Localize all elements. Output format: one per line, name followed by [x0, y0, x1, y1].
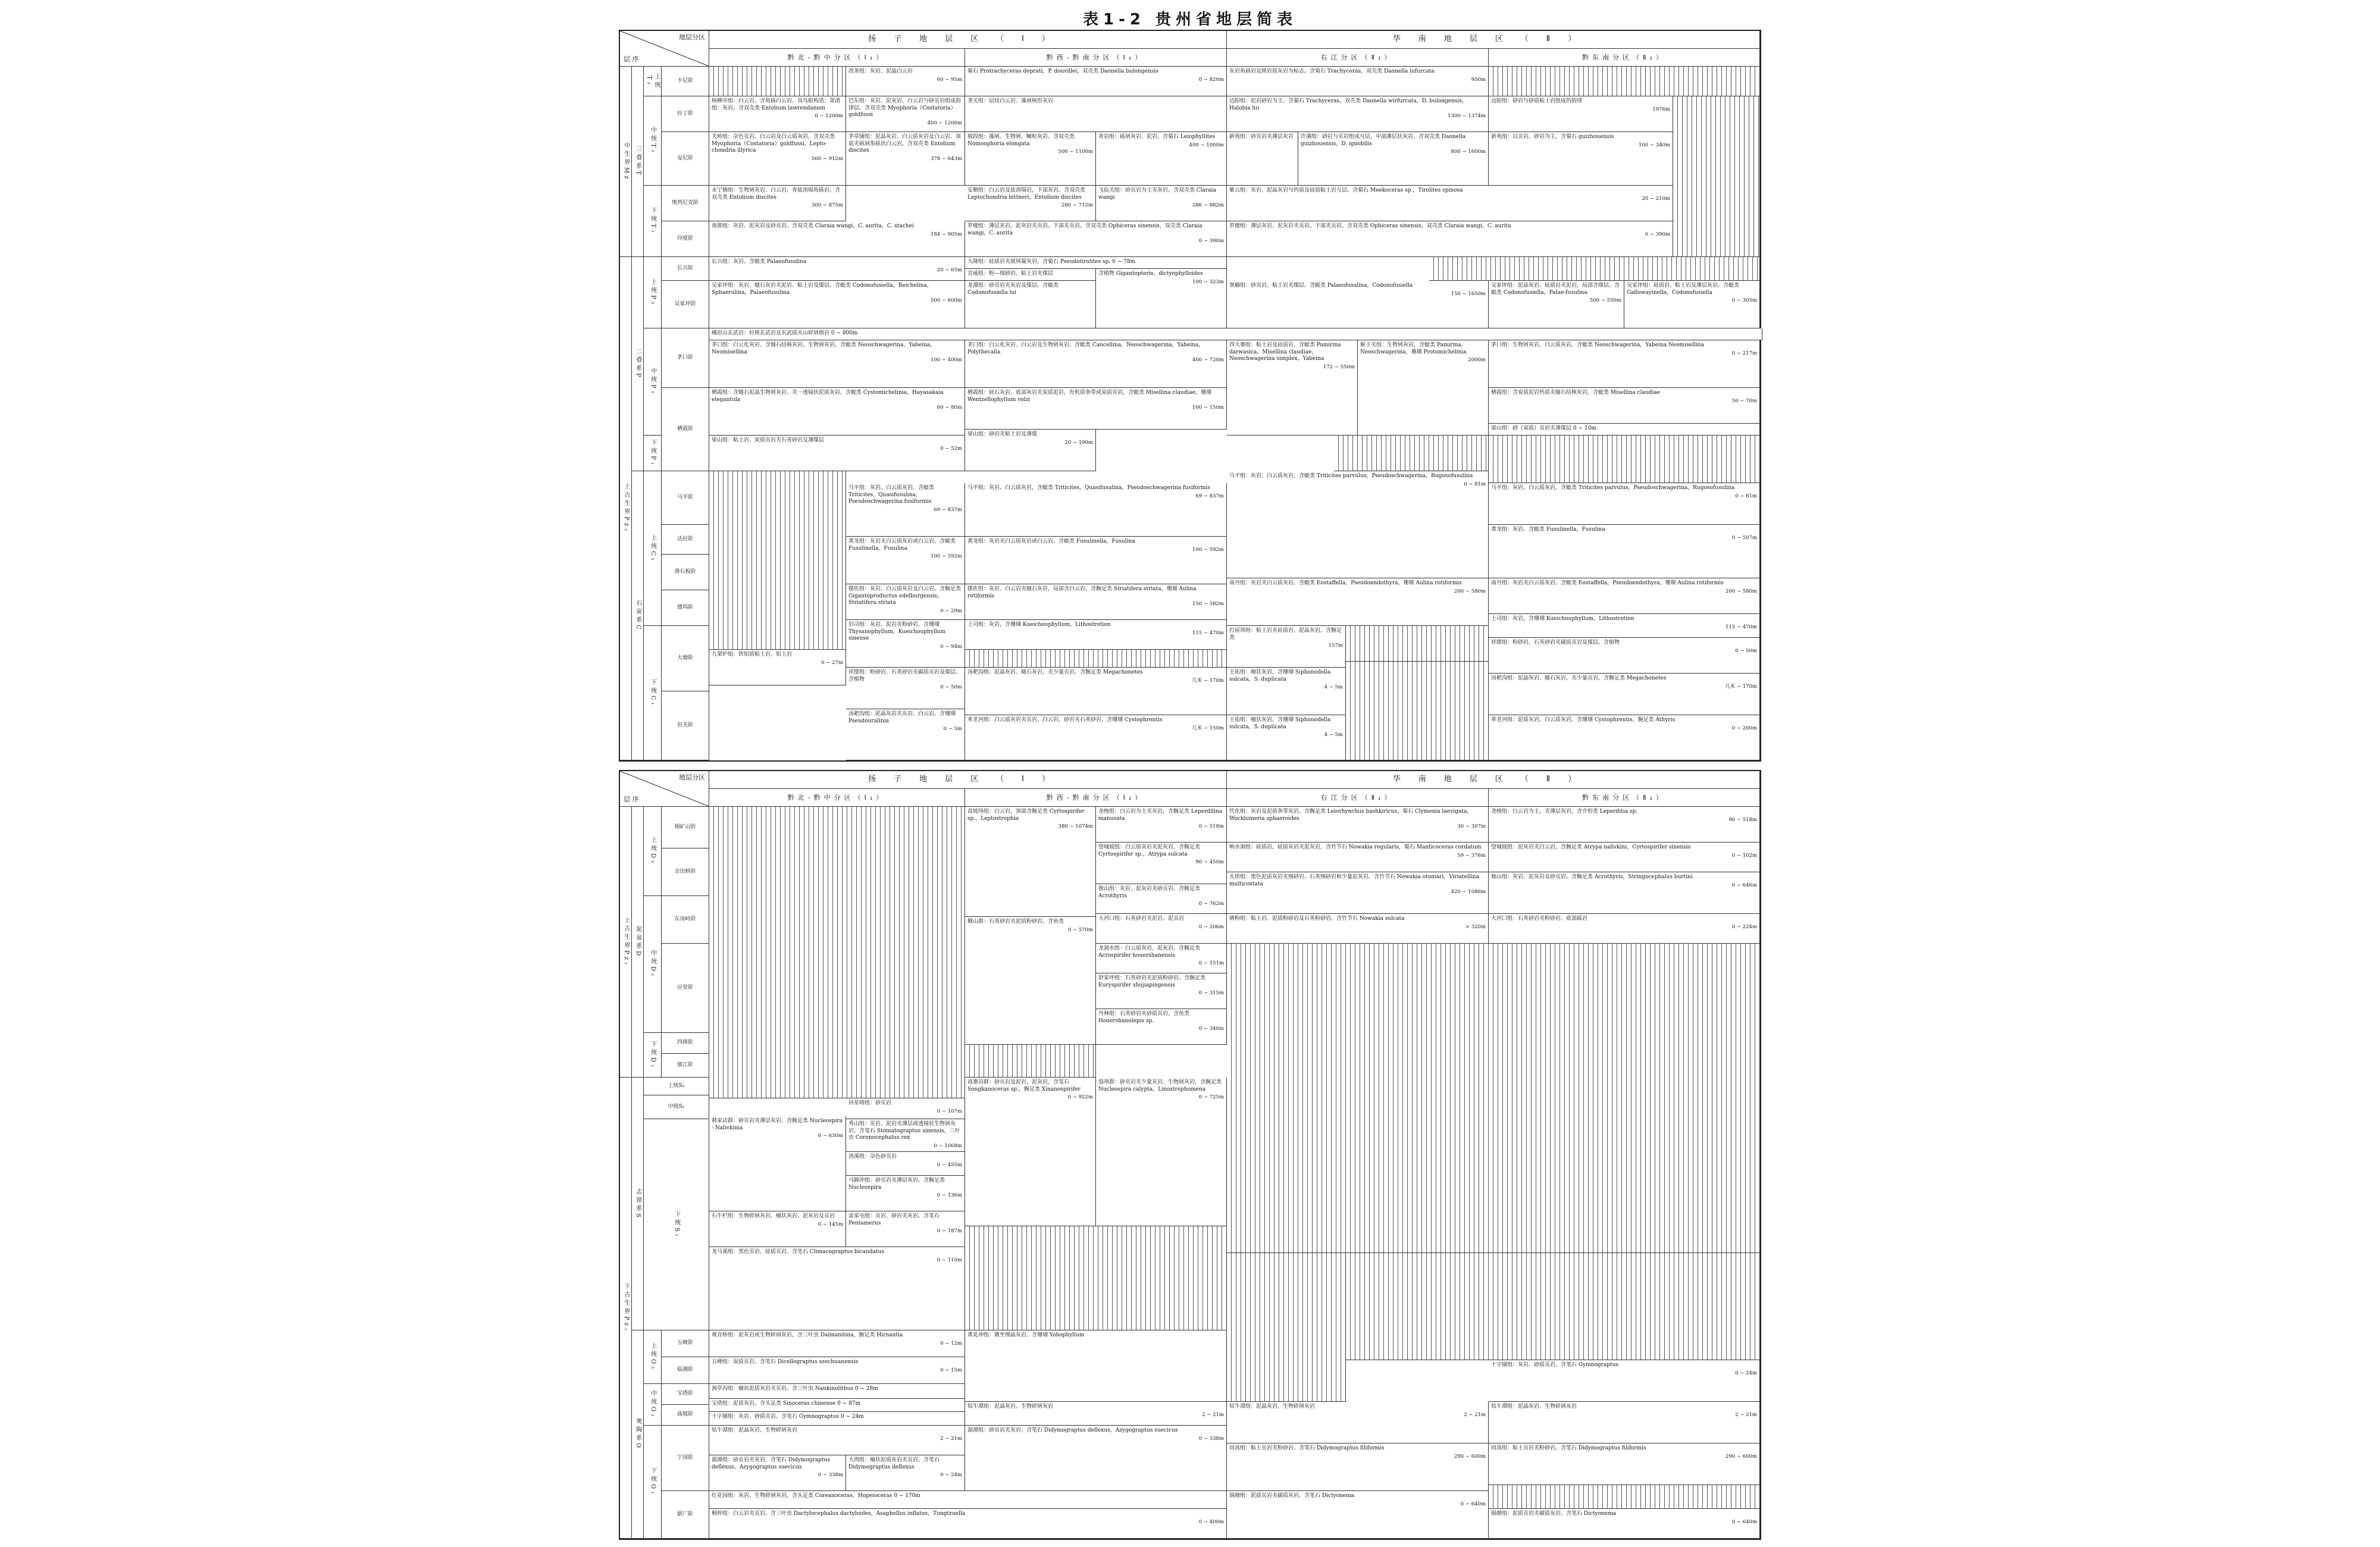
- formation-cell: 马平组：灰岩、白云质灰岩，含蜓类 Triticites，Quasifusulina，Pseudoschwagerina fusiformis 69 ~ 837m: [965, 483, 1227, 537]
- stage-label: 大塘阶: [662, 626, 709, 691]
- formation-cell: 祥摆组：粉砂岩、石英砂岩夹碳质页岩及煤层。含植物 0 ~ 50m: [846, 668, 965, 709]
- region-yangtze-header: 扬子地层区（Ⅰ）: [709, 771, 1227, 789]
- series-label: 中统S₂: [644, 1095, 709, 1119]
- formation-cell: 汤耙沟组：泥晶灰岩夹页岩、白云岩。含珊瑚 Pseudouralinia 0 ~ 5m: [846, 709, 965, 760]
- stage-label: 应堂阶: [662, 944, 709, 1033]
- top-stratigraphic-table: [619, 30, 1761, 762]
- formation-cell: 丹林组：石英砂岩夹砂质页岩。含鱼类 Houershanolepis sp. 0 ~ 340m: [1096, 1009, 1227, 1045]
- stage-label: 滑石板阶: [662, 555, 709, 590]
- stage-label: 佘田桥阶: [662, 848, 709, 896]
- formation-cell: 茅草铺组：泥晶灰岩、白云质灰岩及白云岩、顶底夹砾屑角砾状白云岩。含双壳类 Entolium discites 378 ~ 643m: [846, 132, 965, 186]
- formation-cell: 马平组：灰岩、白云质灰岩，含蜓类 Triticites，Quasifusulina，Pseudoschwagerina fusiformis 69 ~ 837m: [846, 483, 965, 537]
- formation-cell: 望城坡组：白云质灰岩夹泥灰岩。含腕足类 Cyrtospirifer sp.，Atrypa sulcata 90 ~ 450m: [1096, 843, 1227, 884]
- formation-cell: 汤耙沟组：泥晶灰岩、燧石灰岩，夹少量页岩。含腕足类 Megachonetes 几米 ~ 170m: [1489, 674, 1760, 715]
- formation-cell: 五峰组：炭质页岩。含笔石 Dicellograptus szechuanensis 0 ~ 15m: [709, 1357, 965, 1384]
- zone-youjiang-header: 右江分区（Ⅱ₁）: [1227, 789, 1489, 807]
- formation-cell: 牯牛潭组：泥晶灰岩、生物碎屑灰岩 2 ~ 21m: [709, 1426, 965, 1455]
- formation-cell: 打屋坝组：粘土岩夹硅质岩、泥晶灰岩。含腕足类 157m: [1227, 626, 1346, 668]
- formation-cell: 韩家店群：砂页岩夹薄层灰岩。含腕足类 Nucleospira - Nalivkinia 0 ~ 630m: [709, 1116, 846, 1211]
- erathem-upper-paleozoic: 上古生界Pz₂: [620, 807, 632, 1078]
- zone-qianbei-header: 黔北-黔中分区（Ⅰ₁）: [709, 49, 965, 67]
- formation-cell: 峨眉山玄武岩：拉斑玄武岩及玄武质火山碎屑熔岩 0 ~ 800m: [709, 328, 1762, 340]
- stage-label: 庙坡阶: [662, 1405, 709, 1426]
- formation-cell: 革老河组：泥质灰岩、白云质灰岩。含珊瑚 Cystophrentis，腕足类 Athyris 0 ~ 200m: [1489, 715, 1760, 760]
- formation-cell: 栖霞组：硅石灰岩，底部灰岩夹炭质泥岩，有机质条带或炭质页岩。含蜓类 Misellina claudiae，珊瑚 Wentzellophyllum volzi 100 ~ 150m: [965, 388, 1227, 430]
- series-label: 中统O₂: [644, 1384, 662, 1426]
- stage-label: 新厂阶: [662, 1491, 709, 1539]
- formation-cell: 牯牛潭组：泥晶灰岩、生物碎屑灰岩 2 ~ 21m: [1227, 1402, 1489, 1443]
- formation-cell: 杨柳井组：白云岩、含角砾白云岩、具鸟眼构造；罩渚组：灰岩。含双壳类 Entolium lawrendanum 0 ~ 1200m: [709, 96, 846, 132]
- formation-cell: 摆佐组：灰岩、白云质灰岩及白云岩。含腕足类 Gigantoproductus edelburgensis，Striatifera striata 0 ~ 29m: [846, 584, 965, 620]
- formation-cell: 高坡场组：白云岩，顶部含腕足类 Cyrtospirifer sp.，Leptostrophia 380 ~ 1074m: [965, 807, 1096, 917]
- formation-cell: 独山组：灰岩、泥灰岩夹砂页岩。含腕足类 Acrothyris 0 ~ 762m: [1096, 884, 1227, 914]
- stratigraphic-gap-hatch: [965, 1226, 1227, 1330]
- stratigraphic-gap-hatch: [1489, 436, 1760, 483]
- series-label: 上统O₃: [644, 1330, 662, 1384]
- stage-label: 奥列尼克阶: [662, 186, 709, 221]
- zone-qiandongnan-header: 黔东南分区（Ⅱ₂）: [1489, 789, 1760, 807]
- formation-cell: 改茶组：灰岩、泥晶白云岩 60 ~ 95m: [846, 67, 965, 96]
- stratigraphic-gap-hatch: [1346, 662, 1489, 760]
- system-silurian: 志留系S: [632, 1078, 644, 1330]
- formation-cell: 栖霞组：含燧石泥晶生物屑灰岩、夹一透镜状泥质灰岩。含蜓类 Cystomichelinia，Hayasakaia elegantula 60 ~ 80m: [709, 388, 965, 436]
- formation-cell: 新苑组：以页岩、砂岩为主，含菊石 guizhouensis 100 ~ 340m: [1489, 132, 1673, 186]
- formation-cell: 马平组：灰岩、白云质灰岩，含蜓类 Triticites parvulus，Pseudoschwagerina，Rugosofusulina 0 ~ 81m: [1489, 483, 1760, 525]
- zone-qianxi-header: 黔西-黔南分区（Ⅰ₂）: [965, 789, 1227, 807]
- formation-cell: 茅口组：生物屑灰岩、白云质灰岩。含蜓类 Neoschwagerina，Yabeina Neomisellina 0 ~ 217m: [1489, 340, 1760, 388]
- formation-cell: 响水洞组：硅质岩，硅质灰岩夹泥灰岩，含竹节石 Nowakia regularis，菊石 Manticoceras cordatum 59 ~ 376m: [1227, 843, 1489, 872]
- stratigraphic-gap-hatch: [1346, 626, 1489, 662]
- formation-cell: 飞仙关组：砂页岩为主夹灰岩。含双壳类 Claraia wangi 286 ~ 882m: [1096, 186, 1227, 221]
- bottom-stratigraphic-table: [619, 770, 1761, 1540]
- system-triassic: 三叠系T: [632, 67, 644, 257]
- formation-cell: 牯牛潭组：泥晶灰岩、生物碎屑灰岩 2 ~ 21m: [1489, 1402, 1760, 1443]
- formation-cell: 夜郎组：灰岩、泥灰岩及砂页岩。含双壳类 Claraia wangi，C. aurita，C. stachei 184 ~ 905m: [709, 221, 965, 257]
- stage-label: 拉丁阶: [662, 96, 709, 132]
- stratigraphic-gap-hatch: [709, 471, 846, 650]
- formation-cell: 龙洞水组：白云质灰岩、泥灰岩。含腕足类 Acrospirifer houershanensis 0 ~ 151m: [1096, 944, 1227, 973]
- stratigraphic-gap-hatch: [1227, 1253, 1346, 1402]
- stage-label: 临湘阶: [662, 1357, 709, 1384]
- formation-cell: 紫云组：灰岩、泥晶灰岩与钙质及硅质粘土岩互层。含菊石 Meekoceras sp.，Tirolites spinosa 20 ~ 210m: [1227, 186, 1673, 221]
- series-label: 下统D₁: [644, 1033, 662, 1078]
- formation-cell: 坡段组：藻屑、生物屑、鲕粒灰岩。含双壳类 Nomoophoria elongata 500 ~ 1100m: [965, 132, 1096, 186]
- formation-cell: 火烘组：黑色泥质灰岩夹细砂岩、石英细砂岩和少量泥灰岩。含竹节石 Nowakia otomari，Viriatellina multicostata 420 ~ 1086m: [1227, 872, 1489, 914]
- formation-cell: 望城坡组：泥灰岩夹白云岩，含腕足类 Atrypa nalivkini，Cyrtospirifer sinensis 0 ~ 102m: [1489, 843, 1760, 872]
- formation-cell: 灰岩角砾岩及斑岩质灰岩为标志。含菊石 Trachyceras，双壳类 Daonella lufurcata 950m: [1227, 67, 1489, 96]
- corner-sequence-label: 层 序: [624, 55, 639, 64]
- formation-cell: 新苑组：砂页岩夹薄层灰岩: [1227, 132, 1298, 186]
- region-south-china-header: 华南地层区（Ⅱ）: [1227, 771, 1760, 789]
- formation-cell: 梁山组：砂（炭质）页岩夹薄煤层 0 ~ 10m: [1489, 424, 1760, 436]
- formation-cell: 祥摆组：粉砂岩、石英砂岩夹碳质页岩及煤层。含植物 0 ~ 50m: [1489, 638, 1760, 674]
- series-label: 上统P₃: [644, 257, 662, 328]
- stage-label: 宝塔阶: [662, 1384, 709, 1405]
- formation-cell: 宣威组：粉—细砂岩、粘土岩夹煤层: [965, 269, 1096, 281]
- formation-cell: 尧梭组：白云岩为主，夹薄层灰岩，含介形类 Leperditia sp. 90 ~ 518m: [1489, 807, 1760, 843]
- formation-cell: 吴家坪组：硅质岩、粘土岩及薄层灰岩。含蜓类 Gallowayinella，Codonofusiella 0 ~ 305m: [1624, 281, 1760, 328]
- formation-cell: 独山组：灰岩、泥灰岩及砂页岩。含腕足类 Acrothyris，Stringocephalus burtini 0 ~ 646m: [1489, 872, 1760, 914]
- formation-cell: 南丹组：灰岩夹白云质灰岩。含蜓类 Eostaffella，Pseudoendothyra，珊瑚 Aulina rotiformis 200 ~ 580m: [1489, 578, 1760, 614]
- formation-cell: 鳝山群：石英砂岩夹泥质粉砂岩。含鱼类 0 ~ 570m: [965, 917, 1096, 1045]
- stage-label: 岩关阶: [662, 691, 709, 760]
- formation-cell: 锅塘组：泥质页岩夹碳质灰岩。含笔石 Dictyonema 0 ~ 640m: [1489, 1509, 1760, 1539]
- formation-cell: 同高组：粘土页岩夹粉砂岩。含笔石 Didymograptus filiformis 290 ~ 600m: [1227, 1443, 1489, 1491]
- formation-cell: 锅塘组：泥质页岩夹碳质灰岩。含笔石 Dictyonema 0 ~ 640m: [1227, 1491, 1489, 1539]
- formation-cell: 尧梭组：白云岩为主夹灰岩，含腕足类 Leperdilina manusata 0 ~ 518m: [1096, 807, 1227, 843]
- stratigraphic-gap-hatch: [709, 67, 846, 96]
- erathem-upper-paleozoic: 上古生界Pz₂: [620, 257, 632, 760]
- formation-cell: 黄龙组：灰岩夹白云质灰岩或白云岩。含蜓类 Fusulinella，Fusulina 100 ~ 592m: [846, 537, 965, 584]
- formation-cell: 茅口组：白云化灰岩、白云岩及生物屑灰岩。含蜓类 Cancellina，Neoschwagerina，Yabeina，Polythecalia 400 ~ 720m: [965, 340, 1227, 388]
- formation-cell: 青岩组：砾屑灰岩、泥岩。含菊石 Leiophyllites 400 ~ 1000m: [1096, 132, 1227, 186]
- formation-cell: 上司组：灰岩，含珊瑚 Kueichouphyllum，Lithostrotion 115 ~ 470m: [965, 620, 1227, 650]
- formation-cell: 许满组：砂岩与页岩组成互层，中部薄层状灰岩。含双壳类 Daonella guizhouensis，D. ignobilis 800 ~ 1600m: [1298, 132, 1489, 186]
- formation-cell: 垄关组：层纹白云岩、藻屑核形灰岩: [965, 96, 1227, 132]
- formation-cell: 安顺组：白云岩及盐溶塌岩，下部灰岩。含双壳类 Leptochondria bittneri，Entolium discites 280 ~ 712m: [965, 186, 1096, 221]
- series-label: 上统S₃: [644, 1078, 709, 1095]
- formation-cell: 王佑组：瘤状灰岩，含珊瑚 Siphonodella sulcata，S. duplicata 4 ~ 5m: [1227, 715, 1346, 760]
- stratigraphic-gap-hatch: [709, 807, 965, 1098]
- region-south-china-header: 华南地层区（Ⅱ）: [1227, 31, 1760, 49]
- formation-cell: 龙马溪组：黑色页岩、硅质页岩。含笔石 Climacograptus bicaudatus 0 ~ 110m: [709, 1247, 965, 1330]
- formation-cell: 宝塔组：泥质灰岩。含头足类 Sinoceras chinense 0 ~ 87m: [709, 1399, 965, 1412]
- formation-cell: 翁项群：砂页岩夹少量灰岩、生物屑灰岩，含腕足类 Nucleospira calypta，Linostrophomena 0 ~ 725m: [1096, 1078, 1227, 1226]
- series-label: 下统S₁: [644, 1119, 709, 1330]
- series-label: 中统P₂: [644, 328, 662, 436]
- system-ordovician: 奥陶系O: [632, 1330, 644, 1539]
- zone-youjiang-header: 右江分区（Ⅱ₁）: [1227, 49, 1489, 67]
- formation-cell: 红花园组：灰岩、生物碎屑灰岩。含头足类 Coreanoceras，Hopeioceras 0 ~ 170m: [709, 1491, 1227, 1509]
- formation-cell: 塘粉组：粘土岩、泥质粉砂岩及石英粉砂岩。含竹节石 Nowakia sulcata > 320m: [1227, 914, 1489, 944]
- formation-cell: 桐梓组：白云岩夹页岩。含三叶虫 Dactylocephalus dactyloides，Asaphellus inflatus，Tungtzuella 0 ~ 400m: [709, 1509, 1227, 1539]
- series-label: 下统C₁: [644, 626, 662, 760]
- formation-cell: 石牛栏组：生物碎屑灰岩、瘤状灰岩、泥灰岩及页岩 0 ~ 145m: [709, 1211, 846, 1247]
- formation-cell: 高寨田群：砂页岩及泥岩，泥灰岩，含笔石 Songkanoceras sp.，腕足类 Xinanospirifer 0 ~ 922m: [965, 1078, 1096, 1226]
- stratigraphic-gap-hatch: [1489, 67, 1760, 96]
- formation-cell: 菊石 Protrachyceras deprati，P. douvillei，双壳类 Daonella bulongensis 0 ~ 820m: [965, 67, 1227, 96]
- formation-cell: 湄潭组：砂页岩夹灰岩。含笔石 Didymograptus deflexus，Azygograptus suecicus 0 ~ 338m: [965, 1426, 1227, 1491]
- formation-cell: 领薅组：砂页岩、粘土岩夹煤层。含蜓类 Palaeofusulina，Codonofusiella 150 ~ 1650m: [1227, 281, 1489, 328]
- table-corner-header: [620, 771, 709, 807]
- series-label: 下统T₁: [644, 186, 662, 257]
- formation-cell: 吴家坪组：泥晶灰岩、硅质岩夹泥岩，局部含煤层。含蜓类 Codonofusiella，Palae-fusulina 500 ~ 550m: [1489, 281, 1624, 328]
- formation-cell: 涧草沟组：瘤状泥质灰岩夹页岩。含三叶虫 Nankinolithus 0 ~ 28m: [709, 1384, 965, 1399]
- formation-cell: 梁山组：砂岩夹粘土岩及薄煤 20 ~ 190m: [965, 430, 1096, 471]
- formation-cell: 黄花冲组：微至细晶灰岩。含珊瑚 Yohophyllum: [965, 1330, 1227, 1402]
- stage-label: 马平阶: [662, 471, 709, 525]
- formation-cell: 永宁镇组：生物屑灰岩、白云岩，青盐溶塌角砾岩。含双壳类 Entolium discites 300 ~ 875m: [709, 186, 846, 221]
- formation-cell: 梁山组：粘土岩、炭质页岩夹石英砂岩及薄煤层 0 ~ 52m: [709, 436, 965, 471]
- formation-cell: 大河口组：石英砂岩夹泥岩、泥页岩 0 ~ 206m: [1096, 914, 1227, 944]
- zone-qiandongnan-header: 黔东南分区（Ⅱ₂）: [1489, 49, 1760, 67]
- zone-qianxi-header: 黔西-黔南分区（Ⅰ₂）: [965, 49, 1227, 67]
- formation-cell: 革老河组：白云质灰岩夹页岩、白云岩、砂岩夹石英砂岩。含珊瑚 Cystophrentis 几米 ~ 150m: [965, 715, 1227, 760]
- formation-cell: 摆佐组：灰岩、白云岩夹燧石灰岩，局部含白云岩。含腕足类 Striatifera striata，珊瑚 Aulina rotiformis 150 ~ 582m: [965, 584, 1227, 620]
- series-label: 上统T₃: [644, 67, 662, 96]
- formation-cell: 溶溪组：杂色砂页岩 0 ~ 455m: [846, 1152, 965, 1176]
- stratigraphic-gap-hatch: [1334, 436, 1489, 471]
- corner-zone-label: 地层分区: [679, 774, 705, 781]
- formation-cell: 边阳组：砂岩与砂质粘土岩组成的韵律 1976m: [1489, 96, 1673, 132]
- formation-cell: 龙潭组：砂页岩夹灰岩及煤层。含蜓类 Codonofusiella lui: [965, 281, 1096, 328]
- formation-cell: 王佑组：瘤状灰岩，含珊瑚 Siphonodella sulcata，S. duplicata 4 ~ 5m: [1227, 668, 1346, 715]
- formation-cell: 南丹组：灰岩夹白云质灰岩。含蜓类 Eostaffella，Pseudoendothyra，珊瑚 Aulina rotiformis 200 ~ 580m: [1227, 578, 1489, 626]
- corner-zone-label: 地层分区: [679, 33, 705, 41]
- formation-cell: 湄潭组：砂页岩夹灰岩。含笔石 Didymograptus deflexus，Azygograptus suecicus 0 ~ 338m: [709, 1455, 846, 1491]
- formation-cell: 罗楼组：薄层灰岩、泥灰岩夹页岩。下部夹页岩。含双壳类 Ophiceras sinensis，双壳类 Claraia wangi，C. aurita 0 ~ 390m: [1227, 221, 1673, 257]
- system-carboniferous: 石炭系C: [632, 471, 644, 760]
- formation-cell: 黄龙组：灰岩。含蜓类 Fusulinella，Fusulina 0 ~ 507m: [1489, 525, 1760, 578]
- formation-cell: 含植物 Gigantopteris，dictyophylloides 100 ~ 323m: [1096, 269, 1227, 328]
- stage-label: 四排阶: [662, 1033, 709, 1054]
- series-label: 下统P₁: [644, 436, 662, 471]
- formation-cell: 牯牛潭组：泥晶灰岩、生物碎屑灰岩 2 ~ 21m: [965, 1402, 1227, 1426]
- formation-cell: 四大寨组：粘土岩及硅质岩，含蜓类 Pamirina darwasica，Misellina claudiae，Neoschwagerina simplex，Yabeina 172 ~ 550m: [1227, 340, 1358, 436]
- formation-cell: 上司组：灰岩，含珊瑚 Kueichouphyllum，Lithostrotion 115 ~ 470m: [1489, 614, 1760, 638]
- formation-cell: 罗楼组：薄层灰岩、泥灰岩夹页岩。下部夹页岩。含双壳类 Ophiceras sinensis，双壳类 Claraia wangi，C. aurita 0 ~ 390m: [965, 221, 1227, 257]
- series-label: 下统O₁: [644, 1426, 662, 1539]
- stage-label: 锡矿山阶: [662, 807, 709, 848]
- formation-cell: 猴子关组：生物屑灰岩，含蜓类 Pamirina，Neoschwagerina，珊瑚 Protomichelinia 2000m: [1358, 340, 1489, 436]
- series-label: 上统D₃: [644, 807, 662, 896]
- formation-cell: 秀山组：页岩、泥岩夹薄层或透镜状生物屑灰岩。含笔石 Stomatograptus sinensis，三叶虫 Coronocephalus rex 0 ~ 1068m: [846, 1119, 965, 1152]
- series-label: 中统D₂: [644, 896, 662, 1033]
- formation-cell: 边阳组：泥岩砂岩为主、含菊石 Trachyceras，双壳类 Daonella wirfurcata，D. bulongensis，Halobia lui 1300 ~ 1374m: [1227, 96, 1489, 132]
- stage-label: 吴家坪阶: [662, 281, 709, 328]
- stage-label: 印度阶: [662, 221, 709, 257]
- erathem-lower-paleozoic: 下古生界Pz₁: [620, 1078, 632, 1539]
- stratigraphic-gap-hatch: [1489, 1485, 1760, 1509]
- formation-cell: 代化组：灰岩及泥质条带灰岩。含腕足类 Leiorhynchus bashkiricus，菊石 Clymenia laevigata，Wocklumeria sphaeroides 30 ~ 307m: [1227, 807, 1489, 843]
- formation-cell: 回星哨组：砂页岩 0 ~ 107m: [846, 1098, 965, 1119]
- series-label: 上统C₂: [644, 471, 662, 626]
- stage-label: 卡尼阶: [662, 67, 709, 96]
- table-corner-header: [620, 31, 709, 67]
- stratigraphic-gap-hatch: [1346, 1253, 1760, 1360]
- formation-cell: 关岭组：杂色页岩、白云岩及白云质灰岩。含双壳类 Myophoria（Costatoria）goldfussi，Lepto-chondria illyrica 500 ~ 912m: [709, 132, 846, 186]
- stage-label: 安尼阶: [662, 132, 709, 186]
- region-yangtze-header: 扬子地层区（Ⅰ）: [709, 31, 1227, 49]
- formation-cell: 大湾组：瘤状泥质灰岩夹页岩。含笔石 Didymograptus deflexus 0 ~ 24m: [846, 1455, 965, 1491]
- stratigraphic-gap-hatch: [1673, 96, 1760, 257]
- formation-cell: 大隆组：硅质岩夹玻屑凝灰岩。含菊石 Pseudotirolites sp. 0 ~ 78m: [965, 257, 1227, 269]
- formation-cell: 十字铺组：灰岩、砂质页岩。含笔石 Gymnograptus 0 ~ 24m: [1489, 1360, 1760, 1402]
- series-label: 中统T₂: [644, 96, 662, 186]
- formation-cell: 汤耙沟组：泥晶灰岩、燧石灰岩，夹少量页岩。含腕足类 Megachonetes 几米 ~ 170m: [965, 668, 1227, 715]
- system-permian: 二叠系P: [632, 257, 644, 471]
- stage-label: 长兴阶: [662, 257, 709, 281]
- stage-label: 茅口阶: [662, 328, 709, 388]
- stage-label: 五峰阶: [662, 1330, 709, 1357]
- stratigraphic-gap-hatch: [1429, 257, 1760, 281]
- stage-label: 东岗岭阶: [662, 896, 709, 944]
- formation-cell: 马平组：灰岩、白云质灰岩，含蜓类 Triticites parvulus，Pseudoschwagerina，Rugosofusulina 0 ~ 81m: [1227, 471, 1489, 578]
- formation-cell: 吴家坪组：灰岩、燧石灰岩夹泥岩、粘土岩及煤层。含蜓类 Codonofusiella，Reichelina，Sphaerulina，Palaeofusulina 500 ~ 600m: [709, 281, 965, 328]
- formation-cell: 长兴组：灰岩。含蜓类 Palaeofusulina 20 ~ 65m: [709, 257, 965, 281]
- stratigraphic-gap-hatch: [965, 1045, 1096, 1078]
- stratigraphic-gap-hatch: [1227, 944, 1760, 1253]
- stage-label: 达拉阶: [662, 525, 709, 555]
- formation-cell: 十字铺组：灰岩、砂质页岩。含笔石 Gymnograptus 0 ~ 24m: [709, 1412, 965, 1426]
- formation-cell: 雷家屯组：页岩、砂岩夹灰岩。含笔石 Pentamerus 0 ~ 187m: [846, 1211, 965, 1247]
- stage-label: 郁江阶: [662, 1054, 709, 1078]
- formation-cell: 大河口组：石英砂岩夹粉砂岩、底部砾岩 0 ~ 224m: [1489, 914, 1760, 944]
- formation-cell: 栖霞组：含炭质泥岩钙质夹燧石结核灰岩。含蜓类 Misellina claudiae 50 ~ 70m: [1489, 388, 1760, 424]
- stage-label: 栖霞阶: [662, 388, 709, 471]
- formation-cell: 茅口组：白云化灰岩、含燧石结核灰岩、生物屑灰岩。含蜓类 Neoschwagerina，Yabeina，Neomisellina 100 ~ 400m: [709, 340, 965, 388]
- corner-sequence-label: 层 序: [624, 796, 639, 804]
- formation-cell: 旧司组：灰岩、泥岩夹粉砂岩。含珊瑚 Thysanophyllum，Kueichouphyllum sinense 0 ~ 94m: [846, 620, 965, 668]
- erathem-mesozoic: 中生界Mz: [620, 67, 632, 257]
- formation-cell: 黄龙组：灰岩夹白云质灰岩或白云岩。含蜓类 Fusulinella，Fusulina 100 ~ 592m: [965, 537, 1227, 584]
- stage-label: 德坞阶: [662, 590, 709, 626]
- system-devonian: 泥盆系D: [632, 807, 644, 1078]
- formation-cell: 巴东组：灰岩、泥灰岩、白云岩与砂页岩组成韵律层。含双壳类 Myophoria（Costatoria）goldfussi 400 ~ 1200m: [846, 96, 965, 132]
- formation-cell: 舒家坪组：石英砂岩夹泥质粉砂岩。含腕足类 Euryspirifer shujiapingensis 0 ~ 315m: [1096, 973, 1227, 1009]
- stage-label: 宁国阶: [662, 1426, 709, 1491]
- formation-cell: 马脚冲组：砂页岩夹薄层灰岩。含腕足类 Nucleospira 0 ~ 136m: [846, 1176, 965, 1211]
- page-title: 表1-2 贵州省地层简表: [1082, 11, 1298, 29]
- stratigraphic-gap-hatch: [965, 650, 1227, 668]
- formation-cell: 同高组：粘土页岩夹粉砂岩。含笔石 Didymograptus filiformis 290 ~ 600m: [1489, 1443, 1760, 1485]
- formation-cell: 观音桥组：泥灰岩或生物碎屑灰岩，含三叶虫 Dalmanitina，腕足类 Hirnantia 0 ~ 12m: [709, 1330, 965, 1357]
- formation-cell: 九架炉组：铁铝质粘土岩、铝土岩 0 ~ 27m: [709, 650, 846, 685]
- zone-qianbei-header: 黔北-黔中分区（Ⅰ₁）: [709, 789, 965, 807]
